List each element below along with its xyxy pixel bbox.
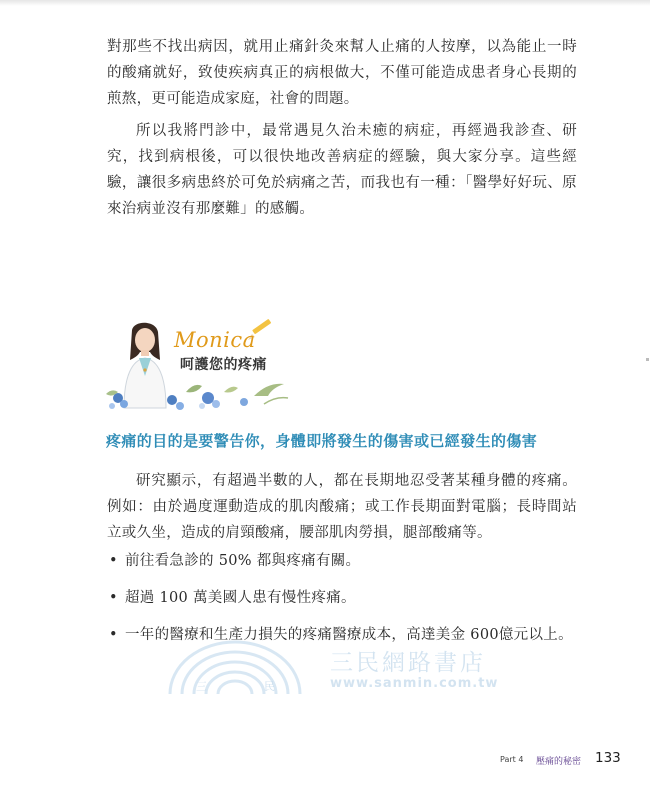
footer-chapter-title: 壓痛的秘密 bbox=[536, 757, 582, 767]
list-item bbox=[107, 550, 587, 572]
page-top-edge bbox=[0, 0, 650, 6]
column-author-script: Monica bbox=[174, 328, 256, 352]
paragraph-research: 研究顯示，有超過半數的人，都在長期地忍受著某種身體的疼痛。例如：由於過度運動造成的肌肉酸痛；或工作長期面對電腦；長時間站立或久坐，造成的肩頸酸痛，腰部肌肉勞損，腿部酸痛等。 bbox=[107, 473, 577, 541]
list-item-text: 前往看急診的 50% 都與疼痛有關。 bbox=[125, 553, 361, 569]
section-heading: 疼痛的目的是要警告你，身體即將發生的傷害或已經發生的傷害 bbox=[106, 432, 538, 450]
watermark-char-right: 民 bbox=[264, 680, 275, 693]
paragraph-intro: 對那些不找出病因，就用止痛針灸來幫人止痛的人按摩，以為能止一時的酸痛就好，致使疾病真正的病根做大，不僅可能造成患者身心長期的煎熬，更可能造成家庭，社會的問題。 bbox=[107, 39, 577, 107]
page-number: 133 bbox=[595, 750, 621, 766]
bullet-icon: • bbox=[109, 553, 118, 569]
column-badge bbox=[104, 318, 304, 418]
watermark-logo-icon bbox=[160, 636, 310, 696]
watermark-store-name: 三民網路書店 bbox=[330, 650, 486, 676]
watermark bbox=[160, 636, 500, 696]
bullet-icon: • bbox=[109, 627, 118, 643]
margin-mark bbox=[646, 358, 649, 361]
column-title: 呵護您的疼痛 bbox=[180, 357, 267, 373]
list-item bbox=[107, 587, 587, 609]
footer-part-label: Part 4 bbox=[500, 755, 524, 764]
list-item-text: 一年的醫療和生產力損失的疼痛醫療成本，高達美金 600億元以上。 bbox=[125, 627, 573, 643]
watermark-url: www.sanmin.com.tw bbox=[330, 676, 499, 691]
page-footer bbox=[480, 750, 630, 770]
paragraph-clinic-experience: 所以我將門診中，最常遇見久治未癒的病症，再經過我診查、研究，找到病根後，可以很快地改善病症的經驗，與大家分享。這些經驗，讓很多病患終於可免於病痛之苦，而我也有一種：「醫學好好玩、原來治病並沒有那麼難」的感觸。 bbox=[107, 123, 577, 217]
watermark-char-left: 三 bbox=[196, 680, 207, 693]
list-item-text: 超過 100 萬美國人患有慢性疼痛。 bbox=[125, 590, 356, 606]
bullet-icon: • bbox=[109, 590, 118, 606]
